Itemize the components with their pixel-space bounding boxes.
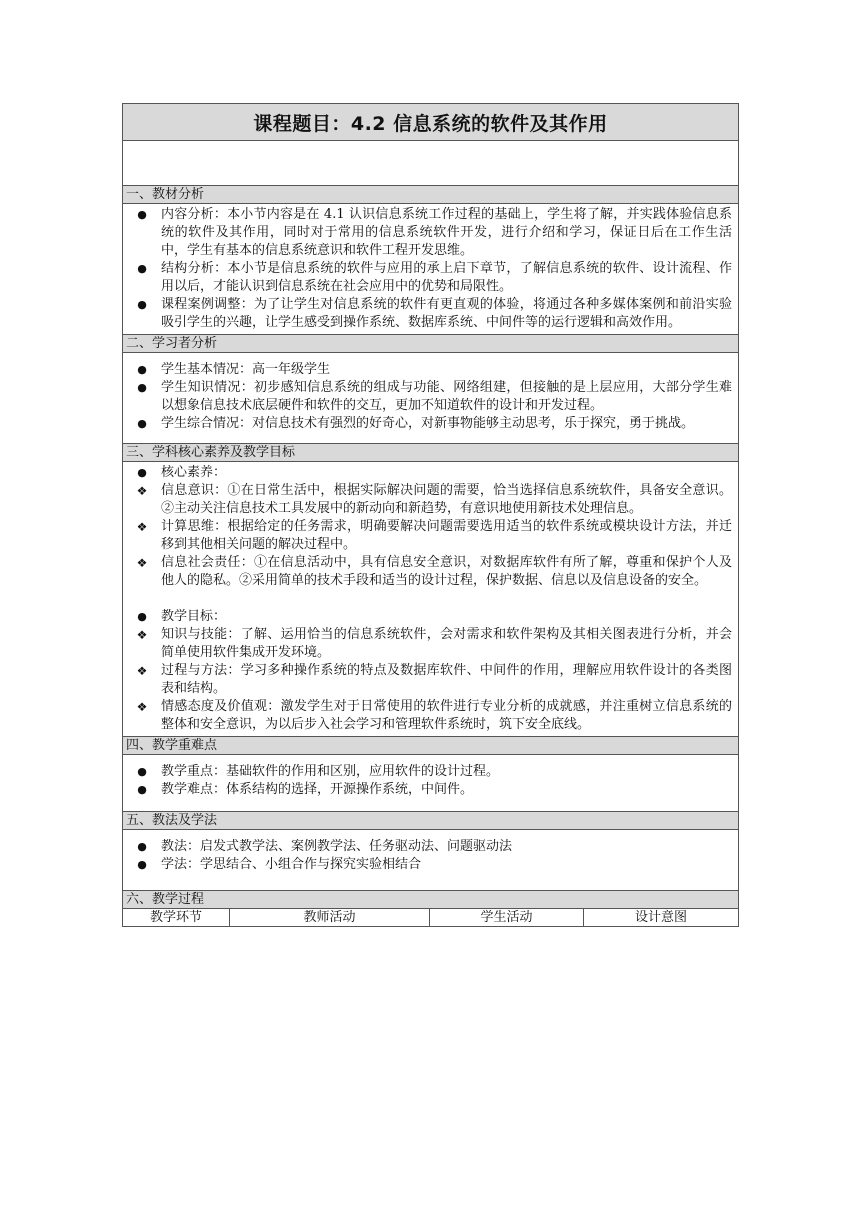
list-item: ❖ 情感态度及价值观：激发学生对于日常使用的软件进行专业分析的成就感，并注重树立信息系统的整体和安全意识，为以后步入社会学习和管理软件系统时，筑下安全底线。: [123, 698, 732, 734]
column-header-student: 学生活动: [430, 909, 584, 927]
column-header-intent: 设计意图: [584, 909, 739, 927]
bullet-icon: ●: [137, 765, 147, 778]
bullet-icon: ●: [137, 381, 147, 394]
section-heading-textbook: 一、教材分析: [123, 186, 739, 204]
list-item: ● 教学难点：体系结构的选择，开源操作系统，中间件。: [123, 781, 732, 799]
bullet-icon: ●: [137, 783, 147, 796]
list-item: ● 教法：启发式教学法、案例教学法、任务驱动法、问题驱动法: [123, 838, 732, 856]
section-heading-key-points: 四、教学重难点: [123, 737, 739, 755]
bullet-icon: ●: [137, 262, 147, 275]
section-body-learners: [123, 353, 739, 444]
diamond-icon: ❖: [136, 664, 148, 678]
blank-row: [123, 141, 739, 186]
list-item: ● 教学目标：: [123, 608, 732, 626]
section-body-methods: [123, 830, 739, 891]
section-body-objectives: [123, 462, 739, 737]
process-table-header: [122, 909, 739, 927]
diamond-icon: ❖: [136, 520, 148, 534]
diamond-icon: ❖: [136, 700, 148, 714]
diamond-icon: ❖: [136, 628, 148, 642]
bullet-icon: ●: [137, 363, 147, 376]
list-item: ● 课程案例调整：为了让学生对信息系统的软件有更直观的体验，将通过各种多媒体案例和前沿实验吸引学生的兴趣，让学生感受到操作系统、数据库系统、中间件等的运行逻辑和高效作用。: [123, 296, 732, 332]
list-item: ● 学生基本情况：高一年级学生: [123, 361, 732, 379]
list-item: ❖ 信息社会责任：①在信息活动中，具有信息安全意识，对数据库软件有所了解，尊重和保护个人及他人的隐私。②采用简单的技术手段和适当的设计过程，保护数据、信息以及信息设备的安全。: [123, 554, 732, 590]
section-body-key-points: [123, 755, 739, 812]
diamond-icon: ❖: [136, 556, 148, 570]
diamond-icon: ❖: [136, 484, 148, 498]
list-item: ❖ 计算思维：根据给定的任务需求，明确要解决问题需要选用适当的软件系统或模块设计方法，并迁移到其他相关问题的解决过程中。: [123, 518, 732, 554]
section-heading-learners: 二、学习者分析: [123, 335, 739, 353]
list-item: ● 核心素养：: [123, 464, 732, 482]
list-item: ● 结构分析：本小节是信息系统的软件与应用的承上启下章节，了解信息系统的软件、设计流程、作用以后，才能认识到信息系统在社会应用中的优势和局限性。: [123, 260, 732, 296]
bullet-icon: ●: [137, 466, 147, 479]
lesson-plan-sheet: [122, 103, 738, 927]
bullet-icon: ●: [137, 417, 147, 430]
lesson-plan-table: [122, 103, 739, 909]
bullet-icon: ●: [137, 610, 147, 623]
section-body-textbook: [123, 204, 739, 335]
page-title: 课程题目：4.2 信息系统的软件及其作用: [123, 104, 739, 141]
spacer: [123, 590, 732, 608]
list-item: ● 学法：学思结合、小组合作与探究实验相结合: [123, 856, 732, 874]
list-item: ● 教学重点：基础软件的作用和区别，应用软件的设计过程。: [123, 763, 732, 781]
list-item: ● 学生知识情况：初步感知信息系统的组成与功能、网络组建，但接触的是上层应用，大部分学生难以想象信息技术底层硬件和软件的交互，更加不知道软件的设计和开发过程。: [123, 379, 732, 415]
bullet-icon: ●: [137, 840, 147, 853]
list-item: ❖ 过程与方法：学习多种操作系统的特点及数据库软件、中间件的作用，理解应用软件设计的各类图表和结构。: [123, 662, 732, 698]
bullet-icon: ●: [137, 208, 147, 221]
list-item: ● 学生综合情况：对信息技术有强烈的好奇心，对新事物能够主动思考，乐于探究，勇于挑战。: [123, 415, 732, 433]
section-heading-process: 六、教学过程: [123, 891, 739, 909]
list-item: ❖ 信息意识：①在日常生活中，根据实际解决问题的需要，恰当选择信息系统软件，具备安全意识。②主动关注信息技术工具发展中的新动向和新趋势，有意识地使用新技术处理信息。: [123, 482, 732, 518]
section-heading-objectives: 三、学科核心素养及教学目标: [123, 444, 739, 462]
section-heading-methods: 五、教法及学法: [123, 812, 739, 830]
list-item: ❖ 知识与技能：了解、运用恰当的信息系统软件，会对需求和软件架构及其相关图表进行分析，并会简单使用软件集成开发环境。: [123, 626, 732, 662]
list-item: ● 内容分析：本小节内容是在 4.1 认识信息系统工作过程的基础上，学生将了解，并实践体验信息系统的软件及其作用，同时对于常用的信息系统软件开发，进行介绍和学习，保证日后在工作生活中，学生有基本的信息系统意识和软件工程开发思维。: [123, 206, 732, 260]
bullet-icon: ●: [137, 298, 147, 311]
column-header-teacher: 教师活动: [230, 909, 430, 927]
bullet-icon: ●: [137, 858, 147, 871]
column-header-stage: 教学环节: [123, 909, 230, 927]
